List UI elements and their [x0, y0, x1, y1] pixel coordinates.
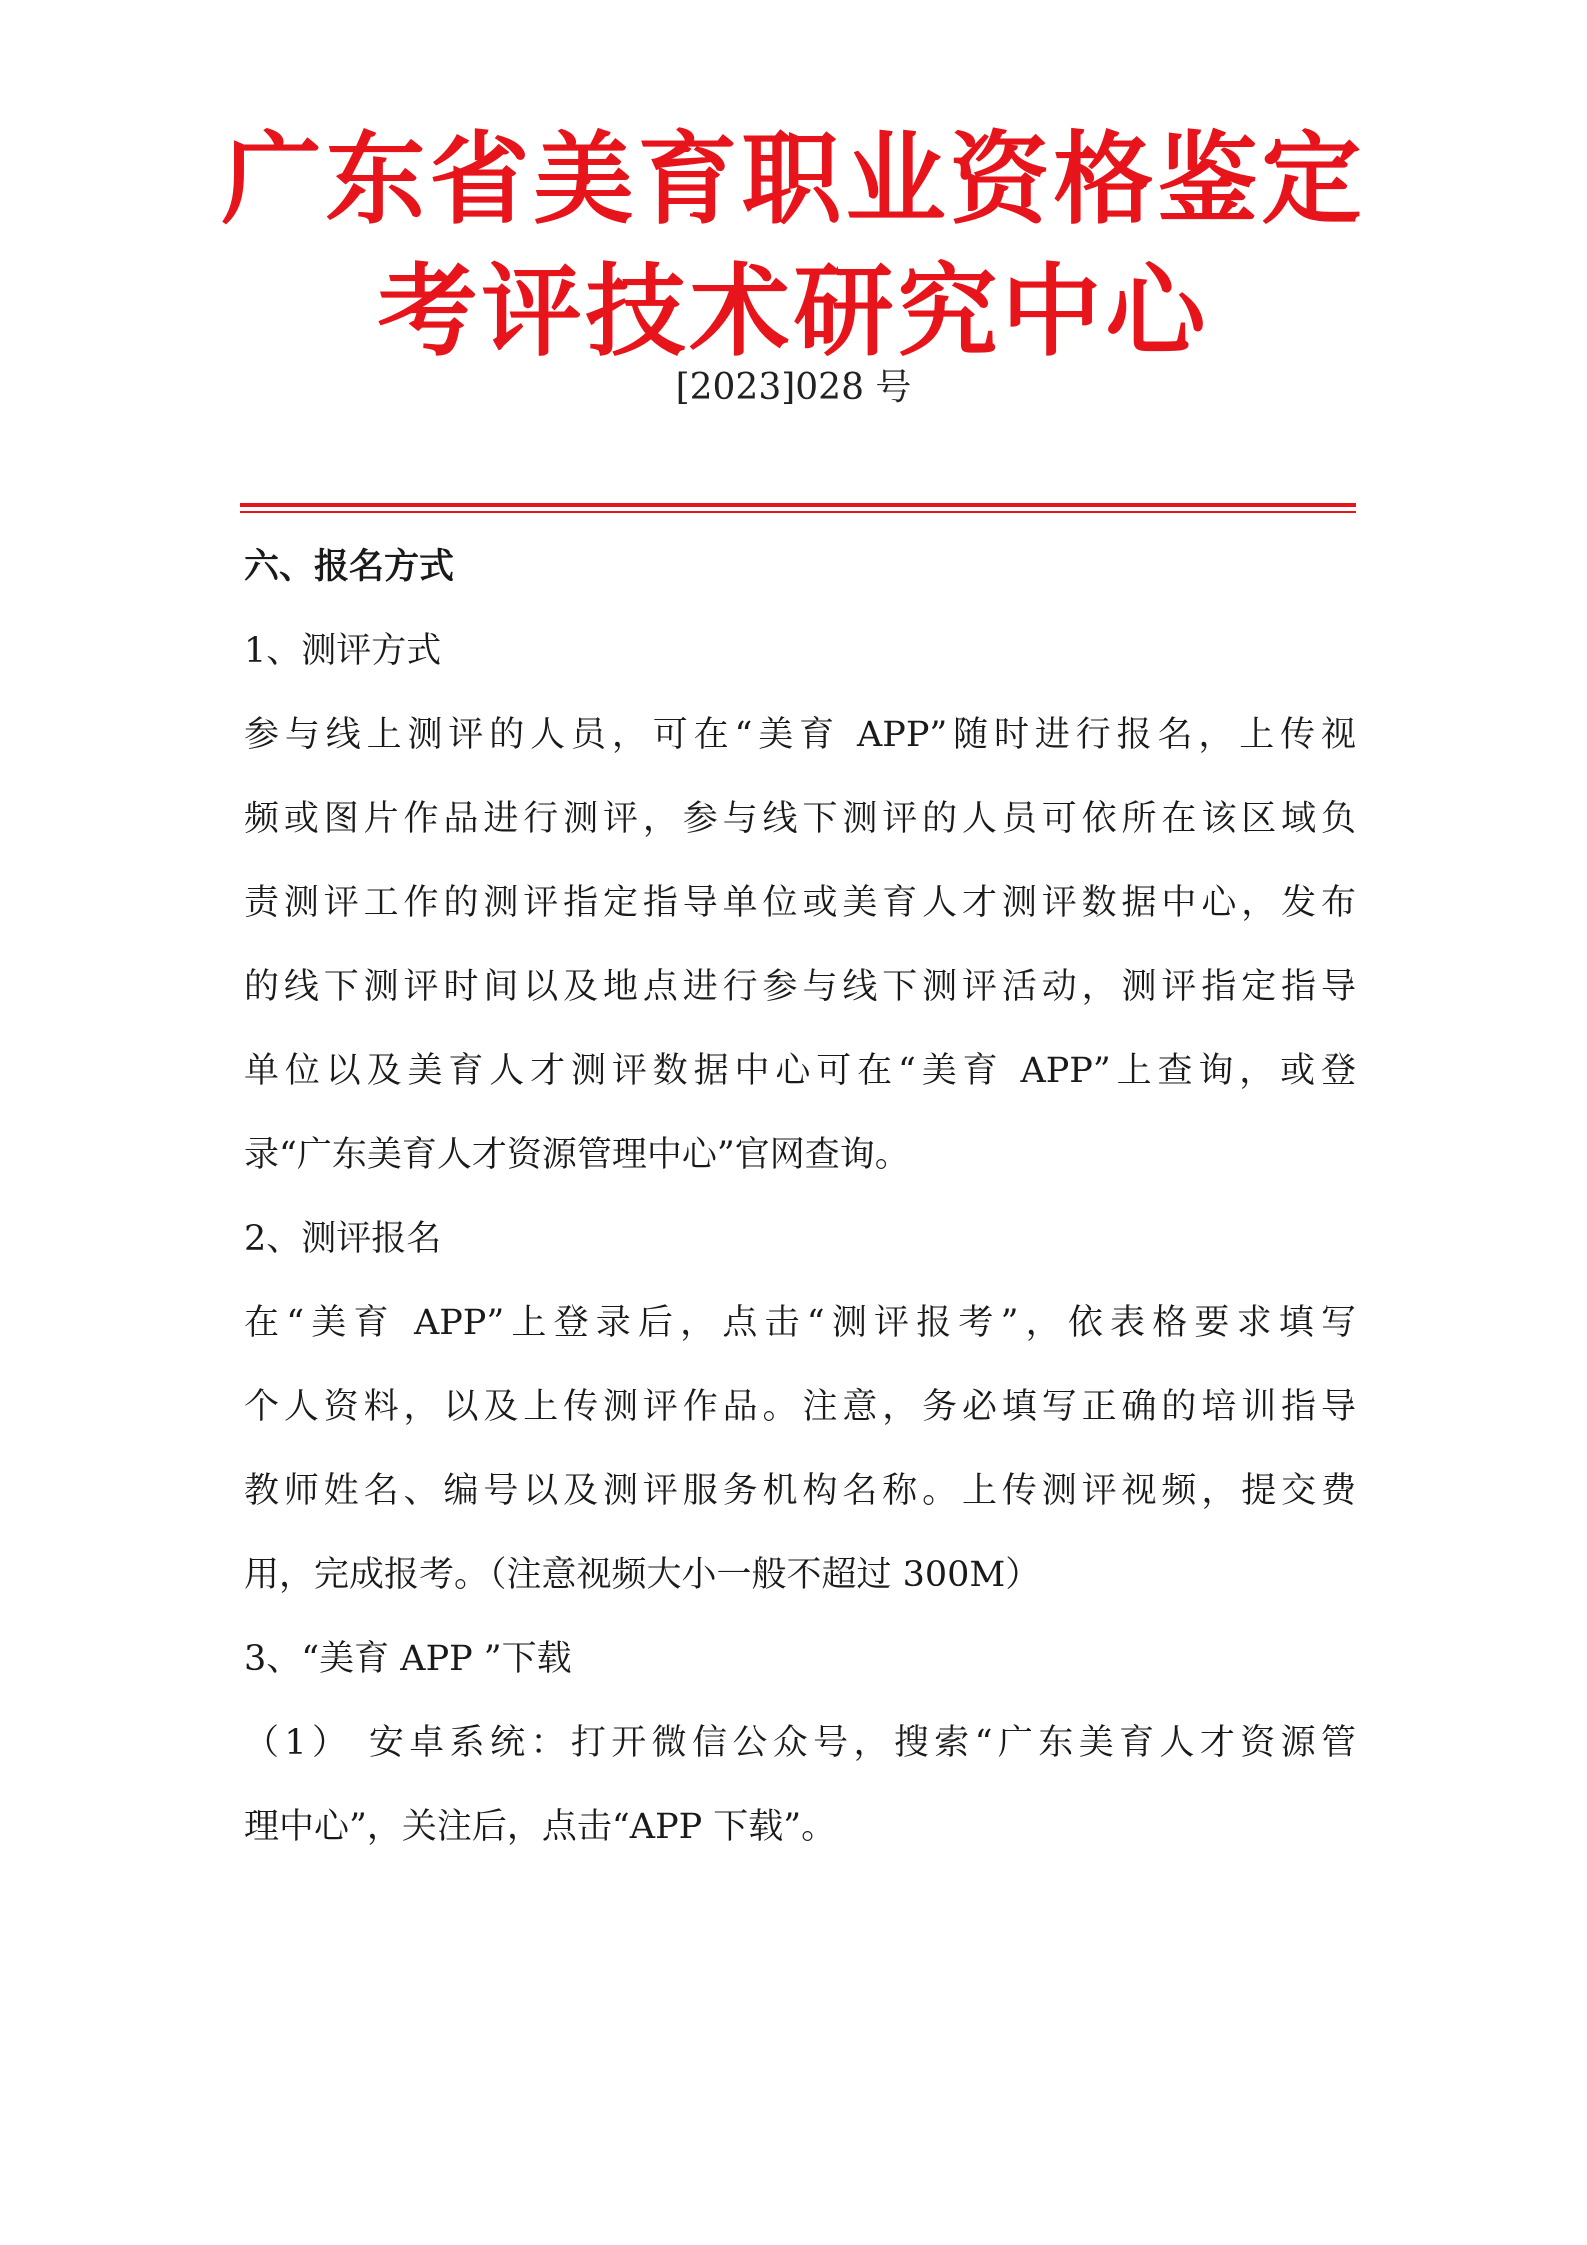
- paragraph-line: 教师姓名、编号以及测评服务机构名称。上传测评视频，提交费: [244, 1471, 1356, 1511]
- document-number: [2023]028 号: [675, 367, 912, 408]
- paragraph-line: 个人资料，以及上传测评作品。注意，务必填写正确的培训指导: [244, 1387, 1356, 1427]
- header-divider-thin: [240, 511, 1356, 513]
- org-title-line-1: 广东省美育职业资格鉴定: [221, 121, 1366, 238]
- paragraph-line: 录“广东美育人才资源管理中心”官网查询。: [244, 1135, 910, 1175]
- paragraph-line: （1） 安卓系统：打开微信公众号，搜索“广东美育人才资源管: [244, 1723, 1356, 1763]
- paragraph-line: 参与线上测评的人员，可在“美育 APP”随时进行报名，上传视: [244, 715, 1356, 755]
- document-body: [244, 525, 1356, 1869]
- org-title-line-2: 考评技术研究中心: [377, 253, 1210, 370]
- paragraph-line: 责测评工作的测评指定指导单位或美育人才测评数据中心，发布: [244, 883, 1356, 923]
- paragraph-line: 在“美育 APP”上登录后，点击“测评报考”，依表格要求填写: [244, 1303, 1356, 1343]
- paragraph-line: 的线下测评时间以及地点进行参与线下测评活动，测评指定指导: [244, 967, 1356, 1007]
- paragraph-line: 频或图片作品进行测评，参与线下测评的人员可依所在该区域负: [244, 799, 1356, 839]
- subsection-heading-2: 2、测评报名: [244, 1219, 442, 1259]
- paragraph-line: 理中心”，关注后，点击“APP 下载”。: [244, 1807, 837, 1847]
- header-divider-thick: [240, 503, 1356, 507]
- paragraph-line: 单位以及美育人才测评数据中心可在“美育 APP”上查询，或登: [244, 1051, 1356, 1091]
- paragraph-line: 用，完成报考。（注意视频大小一般不超过 300M）: [244, 1555, 1041, 1595]
- subsection-heading-1: 1、测评方式: [244, 631, 442, 671]
- subsection-heading-3: 3、“美育 APP ”下载: [244, 1639, 572, 1679]
- section-heading: 六、报名方式: [244, 547, 455, 587]
